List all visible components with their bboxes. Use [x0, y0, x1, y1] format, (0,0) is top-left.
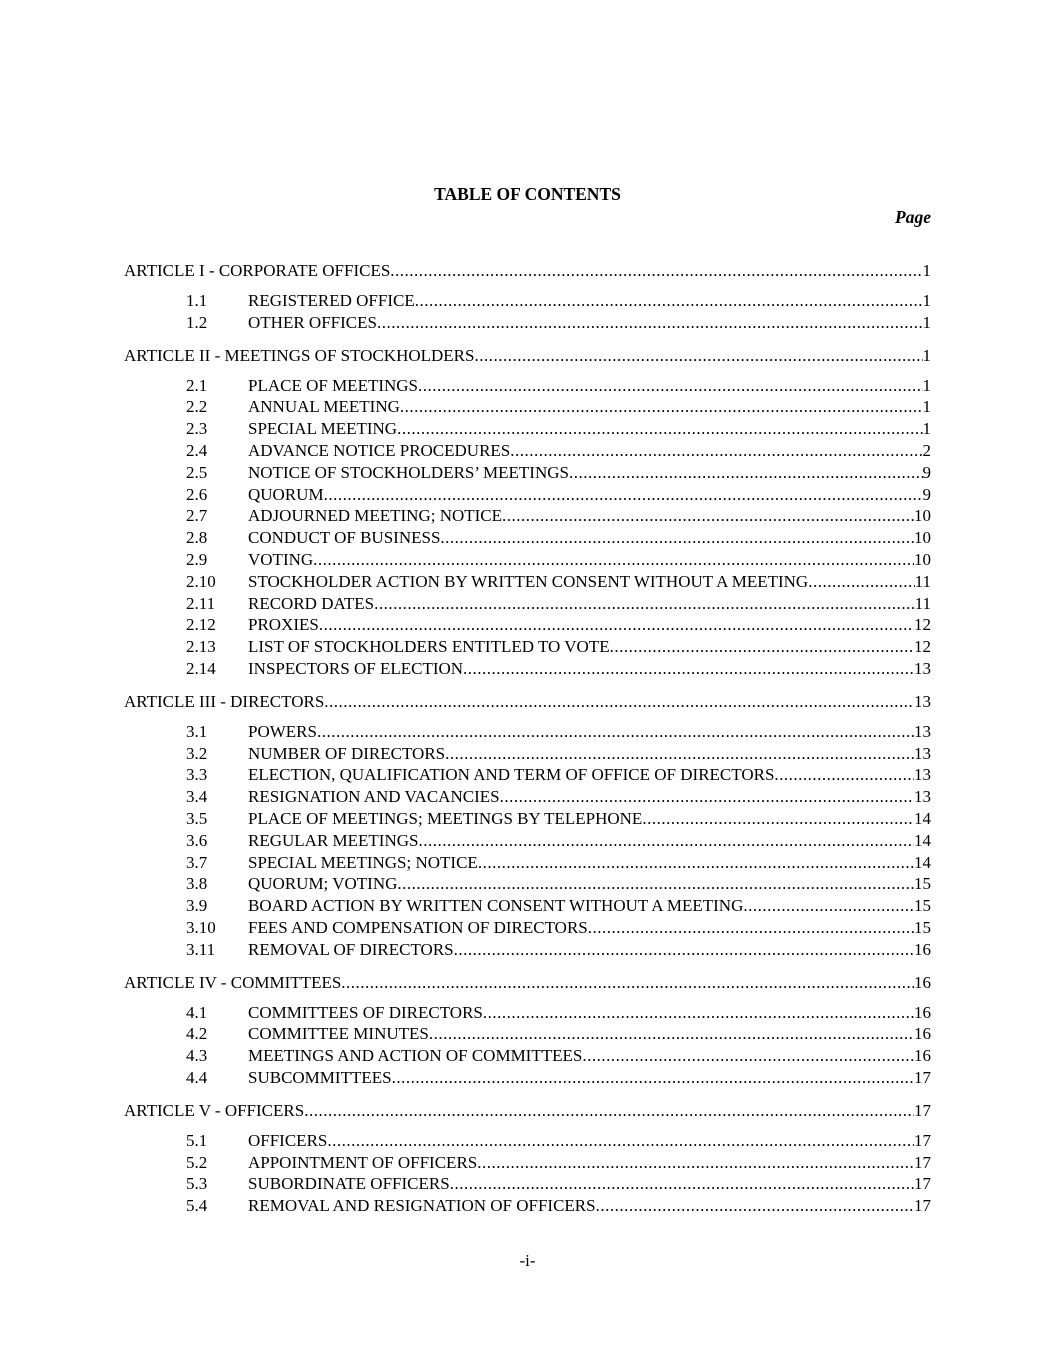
toc-section-entry[interactable] [124, 1045, 931, 1067]
toc-section-entry[interactable] [124, 721, 931, 743]
toc-dot-leader [510, 440, 922, 462]
toc-section-entry[interactable] [124, 593, 931, 615]
toc-page-number: 12 [914, 637, 931, 657]
toc-section-label: SPECIAL MEETING [248, 419, 398, 439]
toc-dot-leader [429, 1023, 914, 1045]
table-of-contents [124, 259, 931, 1227]
toc-section-entry[interactable] [124, 1130, 931, 1152]
toc-section-label: STOCKHOLDER ACTION BY WRITTEN CONSENT WITHOUT A MEETING [248, 571, 809, 591]
toc-section-entry[interactable] [124, 786, 931, 808]
toc-page-number: 15 [914, 896, 931, 916]
toc-section-label: PLACE OF MEETINGS; MEETINGS BY TELEPHONE [248, 808, 643, 828]
toc-dot-leader [774, 764, 914, 786]
toc-section-label: SPECIAL MEETINGS; NOTICE [248, 852, 478, 872]
toc-page-number: 10 [914, 528, 931, 548]
toc-section-entry[interactable] [124, 290, 931, 312]
toc-section-label: VOTING [248, 549, 314, 569]
toc-dot-leader [477, 1152, 914, 1174]
toc-dot-leader [392, 1067, 914, 1089]
toc-section-number: 5.1 [186, 1130, 208, 1150]
toc-section-entry[interactable] [124, 527, 931, 549]
toc-article-block [124, 690, 931, 961]
toc-dot-leader [500, 786, 914, 808]
toc-page-number: 12 [914, 615, 931, 635]
toc-page-number: 17 [914, 1196, 931, 1216]
toc-article-block [124, 971, 931, 1089]
toc-section-entry[interactable] [124, 917, 931, 939]
toc-section-entry[interactable] [124, 418, 931, 440]
toc-article-entry[interactable] [124, 971, 931, 994]
toc-section-list [124, 375, 931, 680]
toc-dot-leader [502, 505, 914, 527]
toc-section-entry[interactable] [124, 484, 931, 506]
toc-section-number: 3.1 [186, 721, 208, 741]
toc-section-entry[interactable] [124, 743, 931, 765]
toc-section-entry[interactable] [124, 312, 931, 334]
toc-article-label: ARTICLE II - MEETINGS OF STOCKHOLDERS [124, 345, 475, 365]
toc-section-label: LIST OF STOCKHOLDERS ENTITLED TO VOTE [248, 637, 610, 657]
toc-section-label: ADVANCE NOTICE PROCEDURES [248, 440, 511, 460]
toc-dot-leader [304, 1099, 914, 1122]
toc-section-label: QUORUM [248, 484, 324, 504]
toc-section-number: 2.9 [186, 549, 208, 569]
toc-section-label: INSPECTORS OF ELECTION [248, 658, 464, 678]
toc-page-number: 15 [914, 874, 931, 894]
toc-dot-leader [415, 290, 923, 312]
toc-section-entry[interactable] [124, 375, 931, 397]
toc-section-label: SUBCOMMITTEES [248, 1067, 392, 1087]
toc-page-number: 17 [914, 1130, 931, 1150]
toc-section-number: 2.7 [186, 506, 208, 526]
toc-section-number: 5.3 [186, 1174, 208, 1194]
toc-section-label: SUBORDINATE OFFICERS [248, 1174, 450, 1194]
toc-page-number: 16 [914, 972, 931, 992]
toc-page-number: 15 [914, 917, 931, 937]
toc-dot-leader [743, 895, 914, 917]
toc-dot-leader [374, 593, 915, 615]
toc-section-label: BOARD ACTION BY WRITTEN CONSENT WITHOUT A MEETING [248, 896, 744, 916]
toc-page-number: 1 [922, 397, 931, 417]
toc-page-number: 2 [922, 440, 931, 460]
toc-section-number: 2.14 [186, 658, 216, 678]
toc-page-number: 9 [922, 484, 931, 504]
toc-page-number: 13 [914, 691, 931, 711]
toc-dot-leader [418, 830, 914, 852]
toc-section-number: 3.6 [186, 830, 208, 850]
toc-section-entry[interactable] [124, 1002, 931, 1024]
toc-section-number: 2.10 [186, 571, 216, 591]
toc-section-number: 2.13 [186, 637, 216, 657]
toc-dot-leader [319, 614, 914, 636]
toc-section-label: REMOVAL AND RESIGNATION OF OFFICERS [248, 1196, 596, 1216]
toc-page-number: 1 [922, 375, 931, 395]
toc-dot-leader [317, 721, 914, 743]
toc-section-number: 3.8 [186, 874, 208, 894]
toc-page-number: 17 [914, 1067, 931, 1087]
toc-section-entry[interactable] [124, 1152, 931, 1174]
toc-dot-leader [610, 636, 914, 658]
toc-section-entry[interactable] [124, 636, 931, 658]
toc-dot-leader [324, 484, 923, 506]
toc-section-label: OTHER OFFICES [248, 312, 377, 332]
toc-section-number: 2.8 [186, 528, 208, 548]
toc-dot-leader [474, 344, 922, 367]
toc-section-number: 4.2 [186, 1024, 208, 1044]
toc-page-number: 13 [914, 743, 931, 763]
toc-dot-leader [454, 939, 914, 961]
toc-section-entry[interactable] [124, 549, 931, 571]
toc-page-number: 14 [914, 808, 931, 828]
toc-section-number: 3.11 [186, 939, 216, 959]
toc-section-number: 5.4 [186, 1196, 208, 1216]
toc-section-list [124, 290, 931, 334]
toc-section-entry[interactable] [124, 1023, 931, 1045]
toc-dot-leader [596, 1195, 914, 1217]
toc-section-entry[interactable] [124, 658, 931, 680]
toc-section-label: QUORUM; VOTING [248, 874, 398, 894]
toc-page-number: 11 [914, 593, 931, 613]
toc-dot-leader [397, 873, 914, 895]
toc-article-label: ARTICLE V - OFFICERS [124, 1100, 305, 1120]
toc-section-entry[interactable] [124, 1195, 931, 1217]
toc-section-number: 2.4 [186, 440, 208, 460]
toc-section-number: 2.2 [186, 397, 208, 417]
toc-article-entry[interactable] [124, 259, 931, 282]
toc-section-label: CONDUCT OF BUSINESS [248, 528, 441, 548]
toc-section-label: REGISTERED OFFICE [248, 291, 415, 310]
toc-section-entry[interactable] [124, 939, 931, 961]
toc-section-label: COMMITTEE MINUTES [248, 1024, 429, 1044]
toc-page-number: 13 [914, 658, 931, 678]
toc-page-number: 13 [914, 787, 931, 807]
toc-article-block [124, 259, 931, 334]
toc-section-label: NOTICE OF STOCKHOLDERS’ MEETINGS [248, 462, 569, 482]
toc-section-label: POWERS [248, 721, 317, 741]
toc-dot-leader [313, 549, 914, 571]
toc-page-number: 1 [922, 261, 931, 280]
toc-section-label: NUMBER OF DIRECTORS [248, 743, 446, 763]
toc-article-label: ARTICLE III - DIRECTORS [124, 691, 325, 711]
toc-page-number: 14 [914, 852, 931, 872]
toc-article-entry[interactable] [124, 1099, 931, 1122]
toc-dot-leader [400, 396, 923, 418]
toc-dot-leader [642, 808, 914, 830]
toc-section-label: PLACE OF MEETINGS [248, 375, 419, 395]
toc-section-entry[interactable] [124, 873, 931, 895]
toc-article-label: ARTICLE IV - COMMITTEES [124, 972, 342, 992]
page-number-footer: -i- [519, 1251, 536, 1270]
toc-dot-leader [377, 312, 923, 334]
toc-section-number: 3.4 [186, 787, 208, 807]
toc-section-number: 1.2 [186, 312, 208, 332]
toc-page-number: 1 [922, 291, 931, 310]
toc-article-block [124, 344, 931, 680]
toc-article-entry[interactable] [124, 344, 931, 367]
toc-dot-leader [808, 571, 914, 593]
toc-section-number: 4.4 [186, 1067, 208, 1087]
toc-page-number: 16 [914, 939, 931, 959]
toc-dot-leader [397, 418, 922, 440]
toc-section-label: ADJOURNED MEETING; NOTICE [248, 506, 503, 526]
toc-section-number: 3.9 [186, 896, 208, 916]
toc-section-label: FEES AND COMPENSATION OF DIRECTORS [248, 917, 588, 937]
toc-page-number: 1 [922, 345, 931, 365]
toc-dot-leader [327, 1130, 914, 1152]
toc-page-number: 13 [914, 765, 931, 785]
toc-section-number: 5.2 [186, 1152, 208, 1172]
page-column-header: Page [895, 207, 931, 227]
toc-section-number: 3.10 [186, 917, 216, 937]
toc-dot-leader [483, 1002, 914, 1024]
toc-page-number: 10 [914, 506, 931, 526]
toc-dot-leader [582, 1045, 914, 1067]
toc-dot-leader [478, 852, 914, 874]
toc-dot-leader [569, 462, 923, 484]
toc-section-entry[interactable] [124, 895, 931, 917]
toc-page-number: 13 [914, 721, 931, 741]
toc-dot-leader [445, 743, 914, 765]
toc-section-number: 2.1 [186, 375, 208, 395]
toc-article-entry[interactable] [124, 690, 931, 713]
toc-section-label: ANNUAL MEETING [248, 397, 400, 417]
toc-page-number: 10 [914, 549, 931, 569]
toc-page-number: 9 [922, 462, 931, 482]
page-title: TABLE OF CONTENTS [434, 184, 621, 204]
toc-section-number: 4.1 [186, 1002, 208, 1022]
toc-section-list [124, 1002, 931, 1089]
toc-section-label: REMOVAL OF DIRECTORS [248, 939, 454, 959]
toc-section-list [124, 1130, 931, 1217]
toc-section-entry[interactable] [124, 852, 931, 874]
toc-dot-leader [588, 917, 914, 939]
toc-page-number: 17 [914, 1152, 931, 1172]
toc-section-number: 2.12 [186, 615, 216, 635]
toc-section-number: 3.2 [186, 743, 208, 763]
toc-section-number: 3.3 [186, 765, 208, 785]
toc-page-number: 1 [922, 419, 931, 439]
toc-section-number: 1.1 [186, 291, 208, 310]
toc-section-label: COMMITTEES OF DIRECTORS [248, 1002, 483, 1022]
toc-section-number: 3.5 [186, 808, 208, 828]
toc-section-entry[interactable] [124, 830, 931, 852]
toc-page-number: 11 [914, 571, 931, 591]
toc-section-label: OFFICERS [248, 1130, 328, 1150]
toc-dot-leader [450, 1173, 914, 1195]
toc-section-entry[interactable] [124, 571, 931, 593]
toc-article-block [124, 1099, 931, 1217]
toc-section-label: RESIGNATION AND VACANCIES [248, 787, 500, 807]
toc-page-number: 17 [914, 1100, 931, 1120]
toc-page-number: 16 [914, 1024, 931, 1044]
toc-section-entry[interactable] [124, 808, 931, 830]
toc-section-entry[interactable] [124, 614, 931, 636]
toc-dot-leader [324, 690, 914, 713]
toc-dot-leader [440, 527, 914, 549]
toc-page-number: 1 [922, 312, 931, 332]
toc-section-label: APPOINTMENT OF OFFICERS [248, 1152, 478, 1172]
toc-section-entry[interactable] [124, 440, 931, 462]
toc-section-list [124, 721, 931, 961]
toc-page-number: 16 [914, 1046, 931, 1066]
toc-dot-leader [341, 971, 914, 994]
toc-section-label: PROXIES [248, 615, 319, 635]
toc-dot-leader [463, 658, 914, 680]
toc-section-label: RECORD DATES [248, 593, 375, 613]
toc-page-number: 16 [914, 1002, 931, 1022]
toc-section-entry[interactable] [124, 505, 931, 527]
toc-section-label: MEETINGS AND ACTION OF COMMITTEES [248, 1046, 583, 1066]
toc-section-number: 4.3 [186, 1046, 208, 1066]
toc-section-entry[interactable] [124, 1067, 931, 1089]
toc-section-label: REGULAR MEETINGS [248, 830, 419, 850]
toc-dot-leader [390, 259, 922, 282]
toc-article-label: ARTICLE I - CORPORATE OFFICES [124, 261, 391, 280]
toc-dot-leader [418, 375, 922, 397]
toc-section-label: ELECTION, QUALIFICATION AND TERM OF OFFICE OF DIRECTORS [248, 765, 775, 785]
toc-section-number: 3.7 [186, 852, 208, 872]
toc-section-entry[interactable] [124, 396, 931, 418]
toc-section-entry[interactable] [124, 462, 931, 484]
toc-page-number: 17 [914, 1174, 931, 1194]
toc-section-number: 2.3 [186, 419, 208, 439]
toc-section-entry[interactable] [124, 1173, 931, 1195]
toc-section-number: 2.11 [186, 593, 216, 613]
toc-section-number: 2.5 [186, 462, 208, 482]
toc-section-entry[interactable] [124, 764, 931, 786]
toc-section-number: 2.6 [186, 484, 208, 504]
toc-page-number: 14 [914, 830, 931, 850]
